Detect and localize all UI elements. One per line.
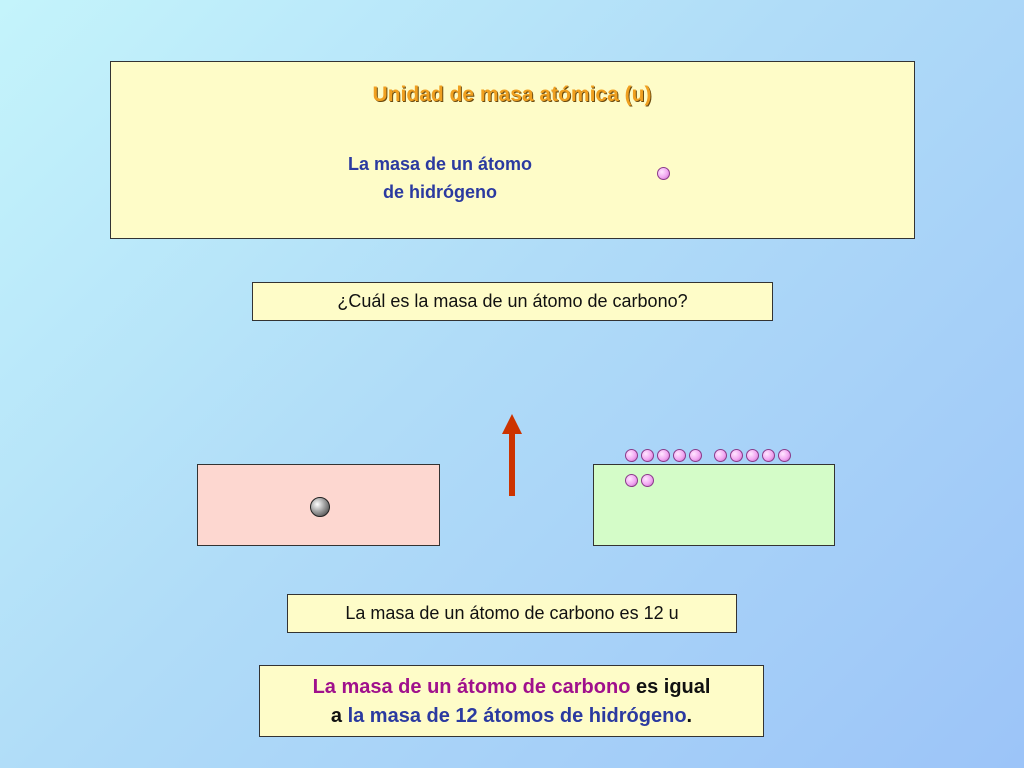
statement-text: La masa de un átomo de carbono es 12 u (345, 603, 679, 623)
hydrogen-label-line2: de hidrógeno (383, 182, 497, 202)
hydrogen-atom (730, 449, 743, 462)
statement-box (287, 594, 737, 633)
hydrogen-atom-reference (657, 167, 670, 180)
question-box (252, 282, 773, 321)
hydrogen-atom (657, 449, 670, 462)
hydrogen-atom-label (300, 150, 580, 206)
slide-title: Unidad de masa atómica (u) (372, 83, 652, 106)
conclusion-carbon-phrase: La masa de un átomo de carbono (312, 676, 631, 698)
hydrogen-atom (625, 474, 638, 487)
up-arrow-icon (500, 412, 524, 498)
hydrogen-atom (762, 449, 775, 462)
conclusion-hydrogen-phrase: la masa de 12 átomos de hidrógeno (347, 705, 687, 727)
conclusion-a-word: a (330, 705, 348, 727)
hydrogen-atom (641, 474, 654, 487)
conclusion-box (259, 665, 764, 737)
hydrogen-atom (714, 449, 727, 462)
hydrogen-label-line1: La masa de un átomo (347, 154, 533, 174)
hydrogen-atom (746, 449, 759, 462)
conclusion-period: . (686, 705, 693, 727)
hydrogen-atom (625, 449, 638, 462)
hydrogen-atom (641, 449, 654, 462)
carbon-atom (310, 497, 330, 517)
question-text: ¿Cuál es la masa de un átomo de carbono? (337, 291, 688, 311)
conclusion-equals-phrase: es igual (630, 676, 711, 698)
hydrogen-atom (689, 449, 702, 462)
hydrogen-atom (673, 449, 686, 462)
hydrogen-atom (778, 449, 791, 462)
